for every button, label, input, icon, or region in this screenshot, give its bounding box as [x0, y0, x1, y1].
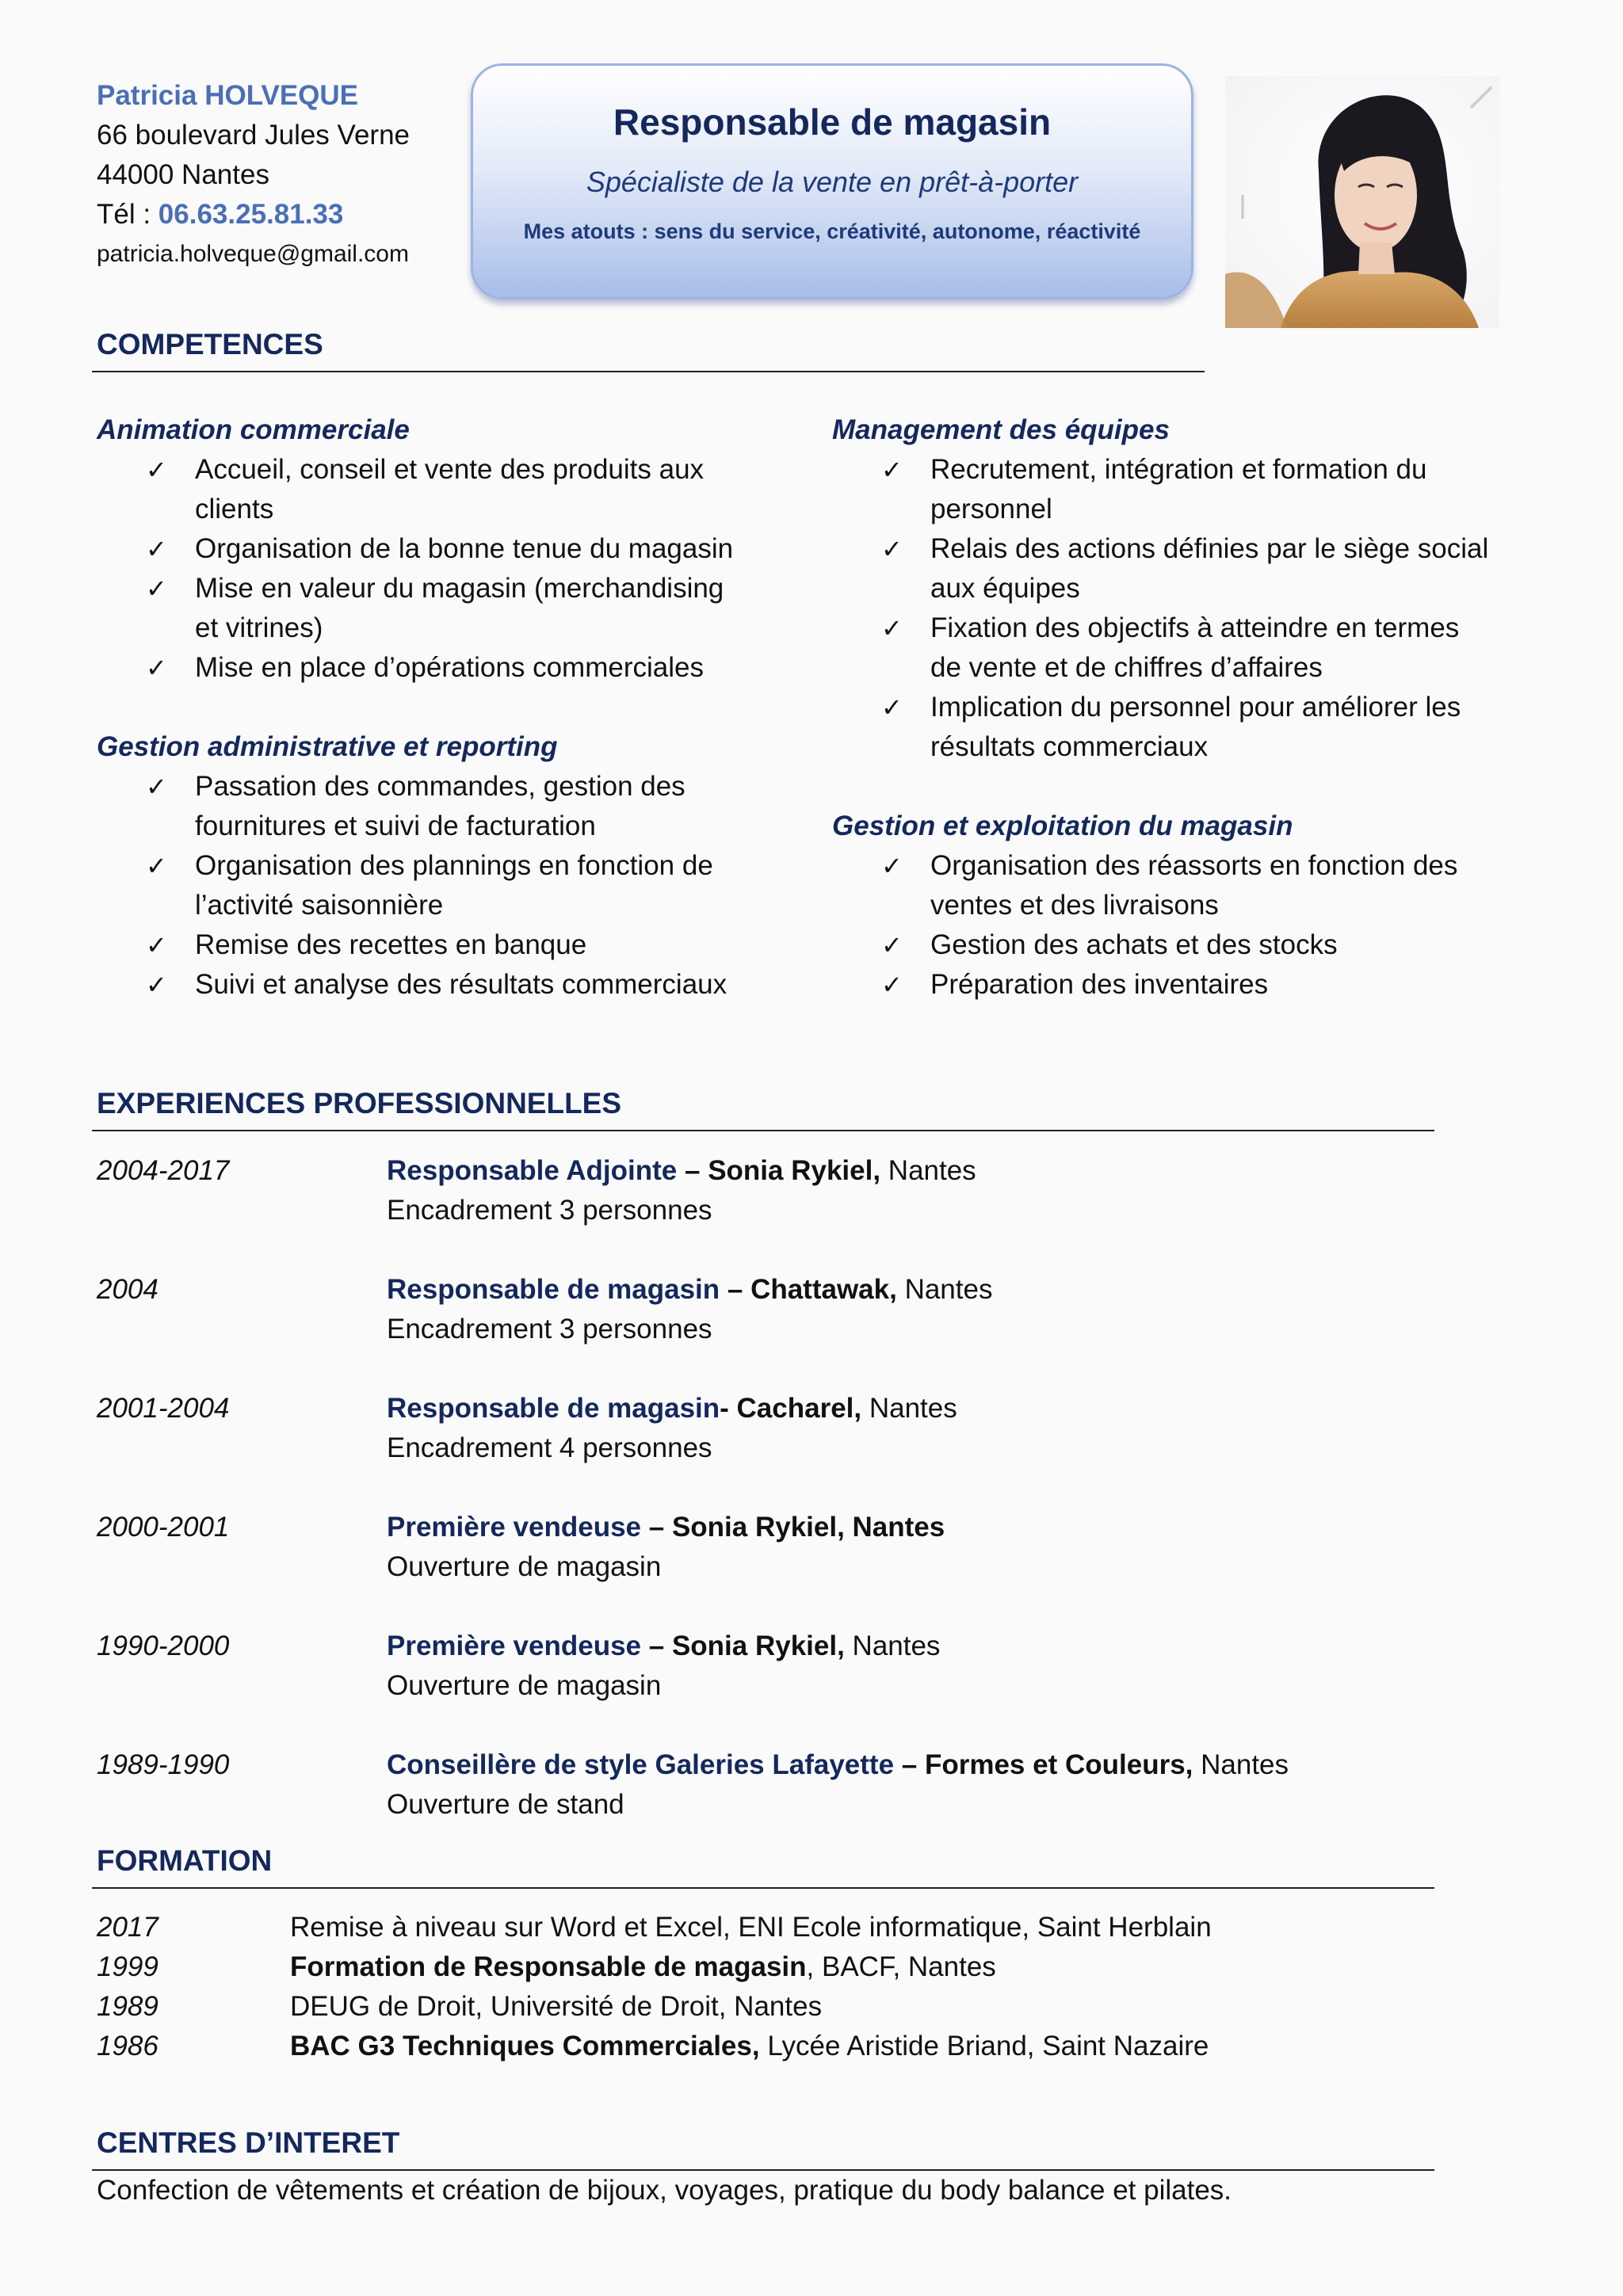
experience-role: Première vendeuse	[387, 1512, 642, 1543]
experience-detail: Ouverture de magasin	[387, 1551, 662, 1582]
skill-item: ✓ Préparation des inventaires	[832, 965, 1545, 1005]
interests-heading: CENTRES D’INTERET	[97, 2126, 400, 2159]
check-icon: ✓	[881, 534, 903, 564]
check-icon: ✓	[881, 851, 903, 881]
experience-role: Première vendeuse	[387, 1630, 642, 1661]
experience-city: Nantes	[896, 1274, 993, 1305]
address-line: 66 boulevard Jules Verne	[97, 120, 410, 151]
skill-item: ✓ Remise des recettes en banque	[97, 925, 794, 965]
formation-details: Formation de Responsable de magasin, BACF, Nantes	[290, 1951, 996, 1982]
email-address[interactable]: patricia.holveque@gmail.com	[97, 241, 409, 267]
skill-item: ✓ Relais des actions définies par le siège social aux équipes	[832, 529, 1545, 608]
experience-detail: Ouverture de magasin	[387, 1670, 662, 1701]
experience-details: Responsable de magasin- Cacharel, Nantes Encadrement 4 personnes	[387, 1393, 957, 1463]
skill-item: ✓ Mise en place d’opérations commerciales	[97, 648, 794, 688]
skill-group-title: Animation commerciale	[97, 414, 410, 445]
experience-company: Sonia Rykiel, Nantes	[671, 1512, 945, 1543]
check-icon: ✓	[881, 970, 903, 1000]
job-title: Responsable de magasin	[613, 101, 1052, 143]
check-icon: ✓	[146, 455, 167, 485]
phone-line	[97, 195, 410, 235]
check-icon: ✓	[146, 851, 167, 881]
experience-company: Sonia Rykiel,	[708, 1155, 881, 1186]
experience-details: Responsable de magasin – Chattawak, Nantes Encadrement 3 personnes	[387, 1274, 993, 1344]
experiences-rule	[92, 1130, 1434, 1131]
experiences-heading: EXPERIENCES PROFESSIONNELLES	[97, 1087, 622, 1119]
profile-photo	[1225, 76, 1499, 328]
experience-role: Responsable de magasin	[387, 1274, 720, 1305]
competences-left-column	[97, 410, 794, 1005]
experience-city: Nantes	[844, 1630, 941, 1661]
competences-heading: COMPETENCES	[97, 328, 323, 360]
experience-role: Conseillère de style Galeries Lafayette	[387, 1749, 895, 1780]
city-line: 44000 Nantes	[97, 159, 269, 190]
experience-details: Conseillère de style Galeries Lafayette – Formes et Couleurs, Nantes Ouverture de stand	[387, 1749, 1289, 1820]
check-icon: ✓	[146, 772, 167, 802]
check-icon: ✓	[881, 930, 903, 960]
skill-item: ✓ Implication du personnel pour améliorer les résultats commerciaux	[832, 688, 1545, 767]
experience-detail: Ouverture de stand	[387, 1789, 624, 1820]
experience-city: Nantes	[880, 1155, 976, 1186]
experience-role: Responsable Adjointe	[387, 1155, 678, 1186]
formation-details: Remise à niveau sur Word et Excel, ENI Ecole informatique, Saint Herblain	[290, 1912, 1212, 1943]
experience-details: Première vendeuse – Sonia Rykiel, Nantes Ouverture de magasin	[387, 1512, 945, 1582]
skill-item: ✓ Passation des commandes, gestion des fournitures et suivi de facturation	[97, 767, 794, 846]
skill-item: ✓ Accueil, conseil et vente des produits aux clients	[97, 450, 794, 529]
skill-group-title: Management des équipes	[832, 414, 1170, 445]
experience-company: Cacharel,	[736, 1393, 862, 1424]
experience-company: Chattawak,	[750, 1274, 897, 1305]
skill-item: ✓ Suivi et analyse des résultats commerciaux	[97, 965, 794, 1005]
skill-item: ✓ Mise en valeur du magasin (merchandising et vitrines)	[97, 569, 794, 648]
experience-years: 2000-2001	[97, 1512, 230, 1543]
check-icon: ✓	[881, 613, 903, 643]
experience-detail: Encadrement 3 personnes	[387, 1195, 712, 1226]
skill-item: ✓ Organisation de la bonne tenue du magasin	[97, 529, 794, 569]
check-icon: ✓	[146, 534, 167, 564]
formation-year: 2017	[97, 1912, 158, 1943]
skill-item: ✓ Gestion des achats et des stocks	[832, 925, 1545, 965]
check-icon: ✓	[146, 970, 167, 1000]
formation-details: BAC G3 Techniques Commerciales, Lycée Aristide Briand, Saint Nazaire	[290, 2031, 1209, 2061]
experience-years: 2001-2004	[97, 1393, 230, 1424]
experience-detail: Encadrement 4 personnes	[387, 1432, 712, 1463]
job-subtitle: Spécialiste de la vente en prêt-à-porter	[586, 166, 1079, 198]
skill-item: ✓ Organisation des plannings en fonction de l’activité saisonnière	[97, 846, 794, 925]
formation-year: 1999	[97, 1951, 158, 1982]
experience-city: Nantes	[861, 1393, 957, 1424]
formation-year: 1989	[97, 1991, 158, 2022]
job-title-box	[471, 63, 1193, 299]
experience-company: Formes et Couleurs,	[924, 1749, 1193, 1780]
experience-years: 2004-2017	[97, 1155, 230, 1186]
formation-details: DEUG de Droit, Université de Droit, Nantes	[290, 1991, 823, 2022]
interests-text: Confection de vêtements et création de bijoux, voyages, pratique du body balance et pilates.	[97, 2175, 1232, 2206]
experience-city: Nantes	[1193, 1749, 1289, 1780]
competences-rule	[92, 371, 1205, 372]
skill-group-title: Gestion administrative et reporting	[97, 731, 558, 762]
experience-details: Première vendeuse – Sonia Rykiel, Nantes Ouverture de magasin	[387, 1630, 941, 1701]
experience-years: 1990-2000	[97, 1630, 230, 1661]
strengths-line: Mes atouts : sens du service, créativité, autonome, réactivité	[523, 219, 1141, 243]
check-icon: ✓	[146, 653, 167, 683]
skill-item: ✓ Organisation des réassorts en fonction des ventes et des livraisons	[832, 846, 1545, 925]
check-icon: ✓	[881, 692, 903, 723]
phone-number[interactable]: 06.63.25.81.33	[158, 199, 344, 230]
formation-rule	[92, 1887, 1434, 1889]
experience-detail: Encadrement 3 personnes	[387, 1314, 712, 1344]
check-icon: ✓	[146, 574, 167, 604]
check-icon: ✓	[146, 930, 167, 960]
experience-role: Responsable de magasin	[387, 1393, 720, 1424]
contact-block	[97, 76, 410, 274]
experience-details: Responsable Adjointe – Sonia Rykiel, Nantes Encadrement 3 personnes	[387, 1155, 976, 1226]
experience-years: 1989-1990	[97, 1749, 230, 1780]
skill-group-title: Gestion et exploitation du magasin	[832, 810, 1293, 841]
experience-years: 2004	[97, 1274, 158, 1305]
check-icon: ✓	[881, 455, 903, 485]
experience-company: Sonia Rykiel,	[671, 1630, 845, 1661]
candidate-name: Patricia HOLVEQUE	[97, 80, 359, 111]
skill-item: ✓ Fixation des objectifs à atteindre en termes de vente et de chiffres d’affaires	[832, 608, 1545, 688]
formation-heading: FORMATION	[97, 1844, 273, 1877]
formation-year: 1986	[97, 2031, 158, 2061]
phone-label: Tél :	[97, 199, 158, 230]
competences-right-column	[832, 410, 1545, 1005]
skill-item: ✓ Recrutement, intégration et formation du personnel	[832, 450, 1545, 529]
